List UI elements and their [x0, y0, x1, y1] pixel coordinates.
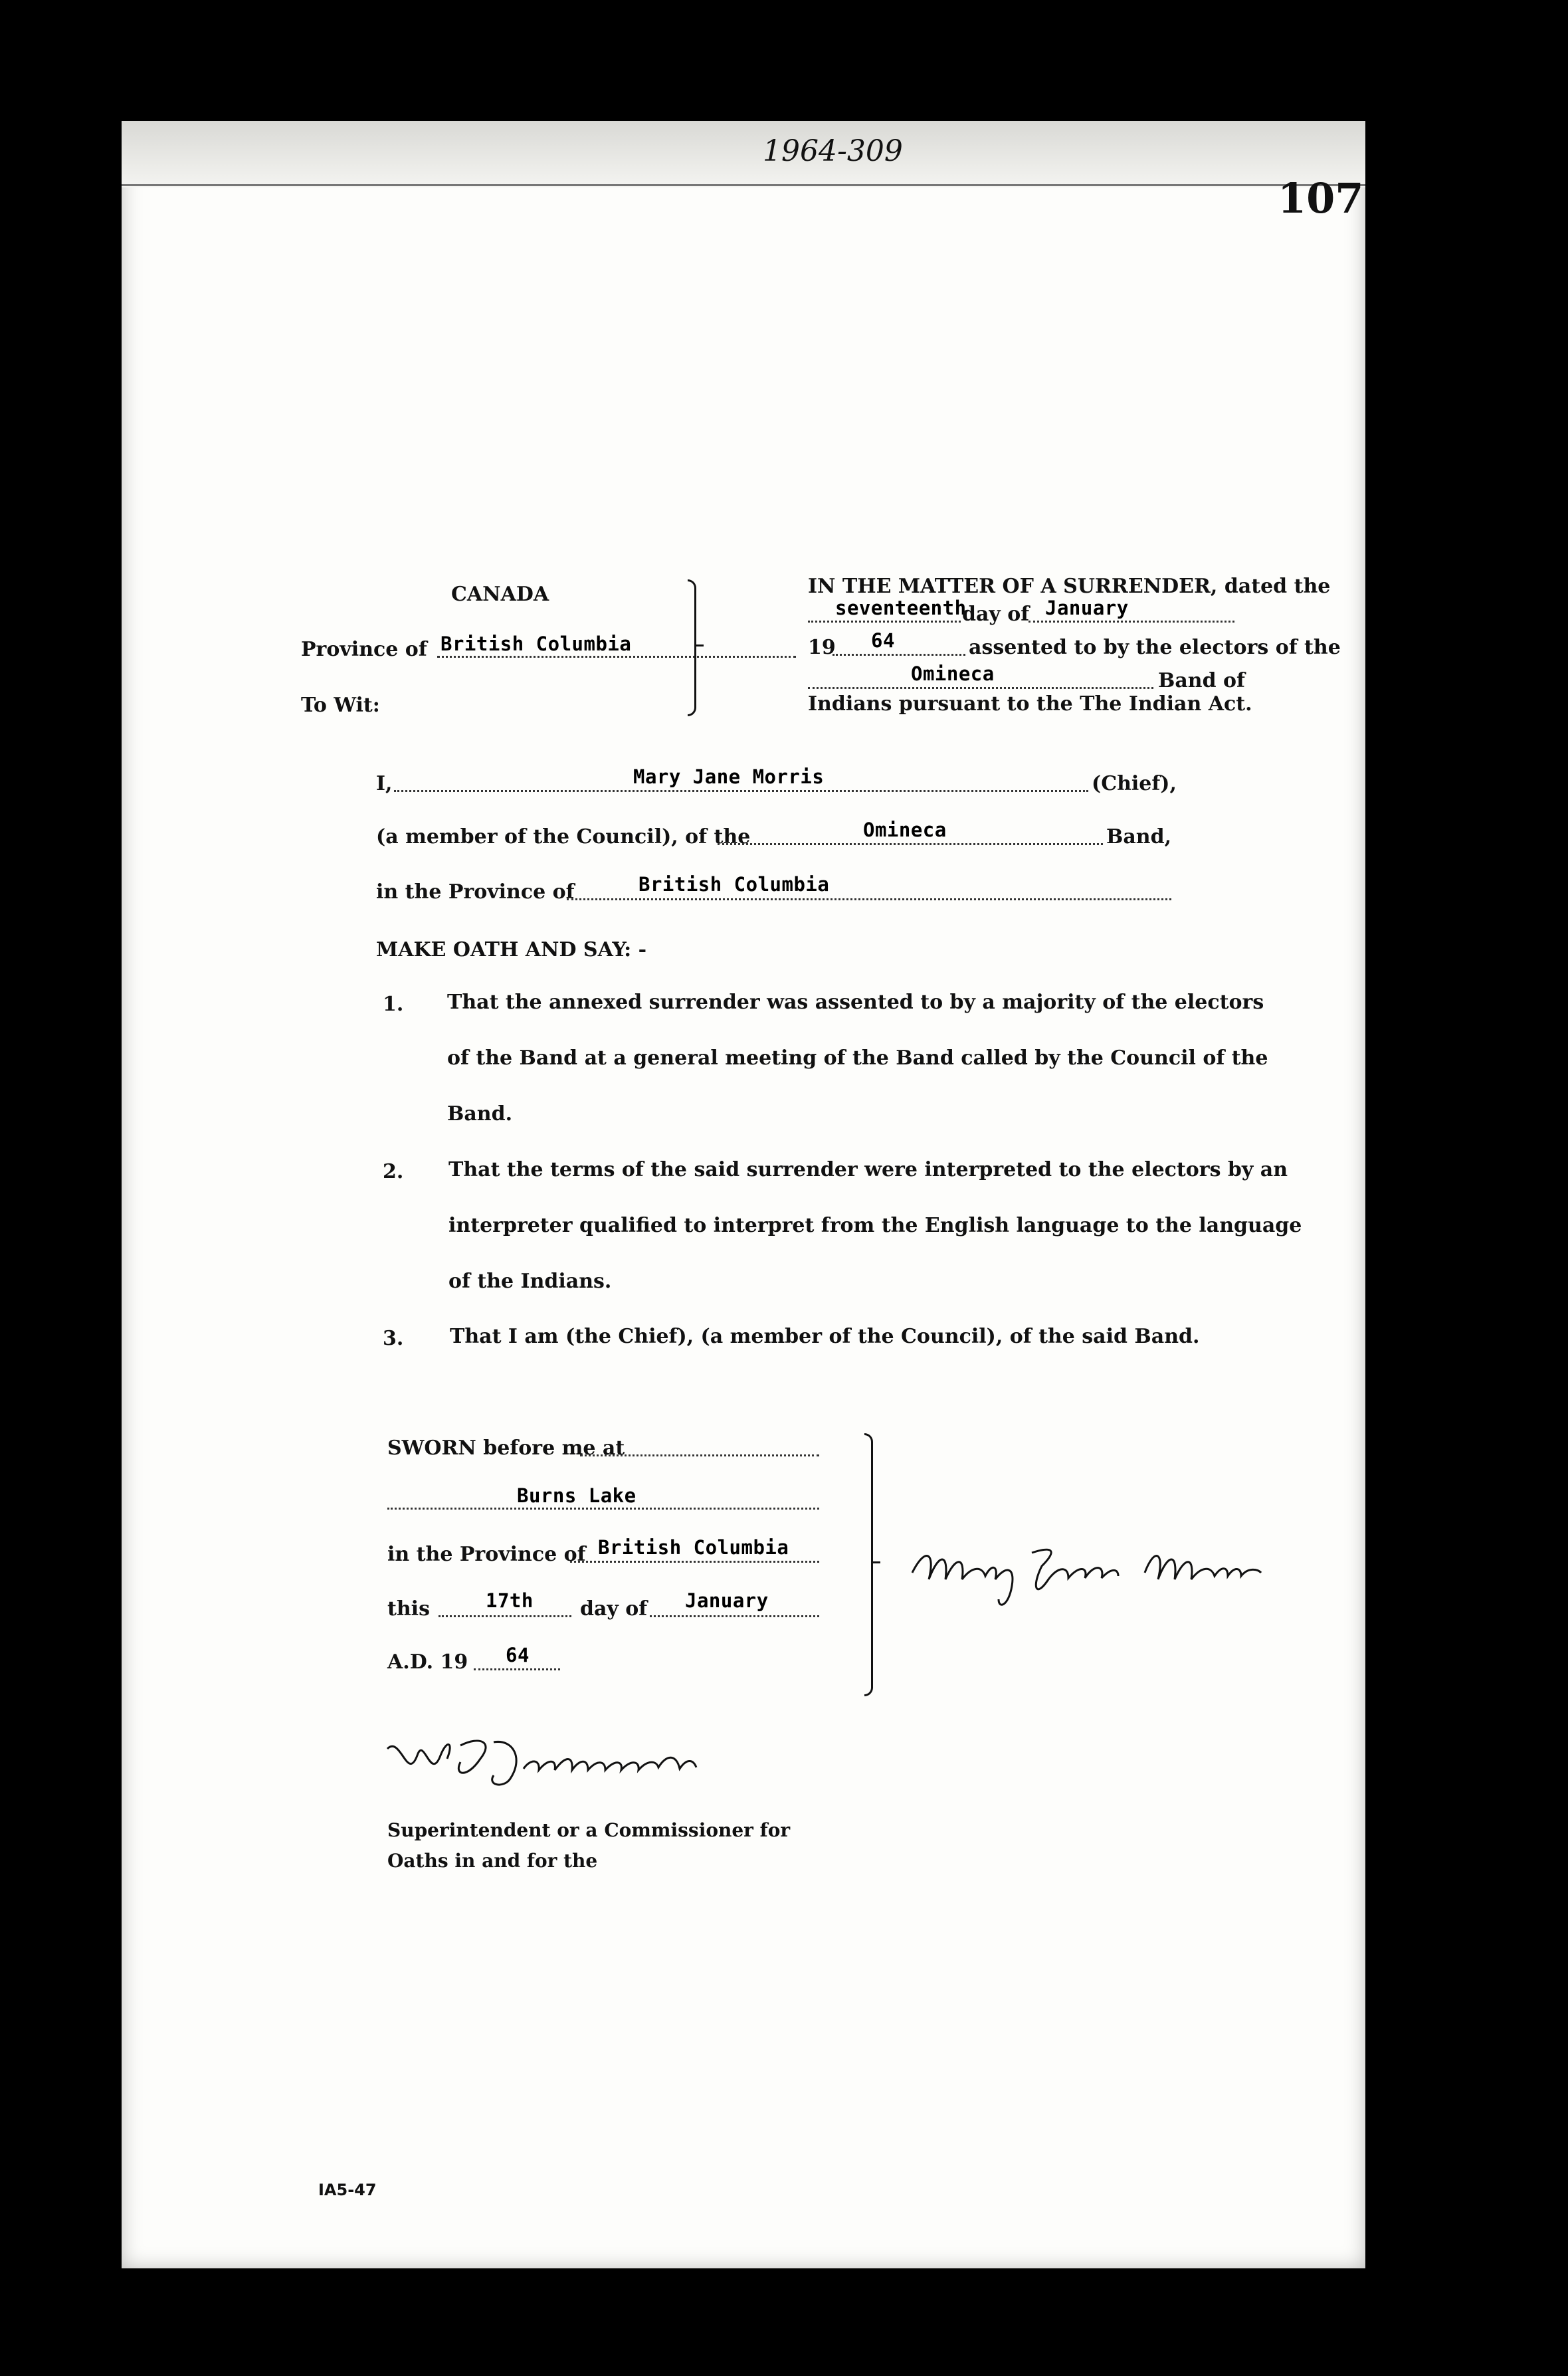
dotted-line [718, 843, 1103, 845]
jurat-brace [864, 1433, 873, 1696]
oath-member-of: (a member of the Council), of the [376, 825, 751, 848]
caption-band-name: Omineca [911, 662, 995, 685]
caption-province-value: British Columbia [441, 633, 632, 655]
oath-province: British Columbia [638, 873, 830, 896]
oath-band-label: Band, [1106, 825, 1172, 848]
indians-text: Indians pursuant to the The Indian Act. [808, 692, 1252, 716]
item-number: 1. [383, 993, 404, 1016]
deponent-signature [899, 1526, 1271, 1619]
page-number: 107 [1278, 174, 1364, 223]
caption-province-label: Province of [301, 638, 427, 661]
commissioner-caption-line1: Superintendent or a Commissioner for [387, 1819, 791, 1841]
item-number: 3. [383, 1327, 404, 1350]
dotted-line [1029, 621, 1234, 623]
top-rule [122, 184, 1365, 186]
dotted-line [808, 621, 961, 623]
dotted-line [580, 1454, 819, 1456]
band-of-label: Band of [1158, 669, 1245, 692]
dated-month: January [1045, 597, 1129, 619]
commissioner-signature [381, 1722, 726, 1802]
jurat-month: January [685, 1589, 769, 1612]
item-line: That the terms of the said surrender were interpreted to the electors by an [448, 1158, 1288, 1181]
jurat-province-label: in the Province of [387, 1543, 586, 1566]
dated-year: 64 [871, 629, 895, 652]
dotted-line [474, 1668, 560, 1670]
commissioner-caption-line2: Oaths in and for the [387, 1850, 598, 1872]
brace-tick [871, 1561, 880, 1563]
jurat-day-of: day of [580, 1597, 648, 1621]
year-prefix: 19 [808, 636, 836, 659]
item-line: Band. [447, 1102, 513, 1126]
item-2-text [448, 1142, 1302, 1310]
caption-brace [688, 579, 696, 716]
dotted-line [570, 1561, 819, 1563]
document-page [122, 121, 1365, 2268]
oath-chief: (Chief), [1092, 772, 1177, 795]
day-of-label: day of [962, 603, 1030, 626]
caption-country: CANADA [451, 583, 549, 606]
jurat-this: this [387, 1597, 430, 1621]
dotted-line [387, 1508, 819, 1510]
brace-tick [694, 644, 704, 646]
form-code: IA5-47 [318, 2181, 377, 2199]
item-line: of the Band at a general meeting of the Band called by the Council of the [447, 1046, 1268, 1070]
jurat-year: 64 [506, 1644, 530, 1666]
dotted-line [394, 790, 1088, 792]
item-line: of the Indians. [448, 1270, 612, 1293]
item-number: 2. [383, 1160, 404, 1183]
jurat-day: 17th [486, 1589, 534, 1612]
jurat-sworn: SWORN before me at [387, 1436, 625, 1460]
item-line: interpreter qualified to interpret from the English language to the language [448, 1214, 1302, 1237]
make-oath-heading: MAKE OATH AND SAY: - [376, 938, 647, 961]
dotted-line [808, 687, 1153, 689]
dotted-line [567, 898, 1171, 900]
file-number: 1964-309 [763, 134, 903, 168]
item-line: That the annexed surrender was assented to by a majority of the electors [447, 991, 1264, 1014]
jurat-place: Burns Lake [517, 1484, 637, 1507]
dotted-line [437, 656, 796, 658]
item-1-text [447, 975, 1268, 1142]
assented-text: assented to by the electors of the [969, 636, 1341, 659]
page-top-shadow [122, 121, 1365, 187]
oath-band: Omineca [863, 819, 947, 841]
item-3-text [450, 1309, 1199, 1365]
dotted-line [650, 1615, 819, 1617]
oath-province-label: in the Province of [376, 880, 575, 904]
matter-line1: IN THE MATTER OF A SURRENDER, dated the [808, 575, 1331, 598]
dotted-line [439, 1615, 571, 1617]
dated-day: seventeenth [835, 597, 967, 619]
oath-i-label: I, [376, 772, 393, 795]
jurat-ad: A.D. 19 [387, 1650, 468, 1674]
item-line: That I am (the Chief), (a member of the Council), of the said Band. [450, 1325, 1200, 1348]
caption-to-wit: To Wit: [301, 694, 380, 717]
dotted-line [833, 654, 965, 656]
jurat-province: British Columbia [598, 1536, 789, 1559]
deponent-name: Mary Jane Morris [633, 765, 825, 788]
